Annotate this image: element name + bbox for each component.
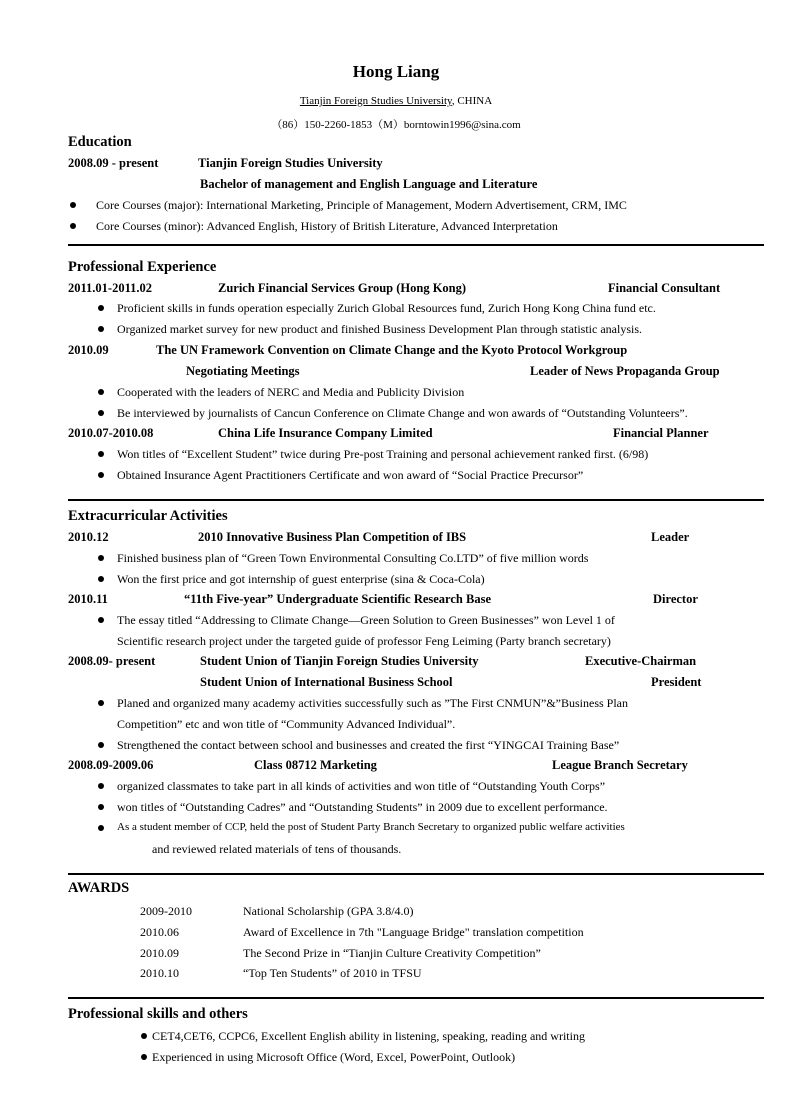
activity-org: Student Union of Tianjin Foreign Studies University [200,654,479,668]
activity-bullet: Won the first price and got internship of guest enterprise (sina & Coca-Cola) [117,572,485,586]
job-bullet: Be interviewed by journalists of Cancun Conference on Climate Change and won awards of “Outstanding Volunteers”. [117,406,688,420]
skill-bullet: Experienced in using Microsoft Office (Word, Excel, PowerPoint, Outlook) [152,1050,516,1064]
award-text: “Top Ten Students” of 2010 in TFSU [243,966,422,980]
activity-org: Class 08712 Marketing [254,758,377,772]
section-title-awards: AWARDS [68,880,130,896]
activity-date: 2008.09-2009.06 [68,758,154,772]
job-date: 2011.01-2011.02 [68,281,153,295]
award-text: National Scholarship (GPA 3.8/4.0) [243,904,414,918]
skill-bullet: CET4,CET6, CCPC6, Excellent English ability in listening, speaking, reading and writing [152,1029,585,1043]
activity-bullet-continued: and reviewed related materials of tens of thousands. [152,842,402,856]
bullet-icon [98,742,104,748]
activity-bullet: Finished business plan of “Green Town Environmental Consulting Co.LTD” of five million words [117,551,589,565]
bullet-icon [141,1033,147,1039]
section-title-activities: Extracurricular Activities [68,508,228,524]
job-role: Leader of News Propaganda Group [530,364,720,378]
award-date: 2010.10 [140,966,179,980]
bullet-icon [98,472,104,478]
job-bullet: Proficient skills in funds operation especially Zurich Global Resources fund, Zurich Hong Kong China fund etc. [117,301,656,315]
section-divider [68,873,764,875]
education-school: Tianjin Foreign Studies University [198,156,383,170]
job-bullet: Cooperated with the leaders of NERC and Media and Publicity Division [117,385,465,399]
country-text: , CHINA [451,95,493,107]
activity-role: Director [653,592,698,606]
section-divider [68,997,764,999]
bullet-icon [98,617,104,623]
activity-date: 2010.11 [68,592,108,606]
job-bullet: Won titles of “Excellent Student” twice during Pre-post Training and personal achievement ranked first. (6/98) [117,447,649,461]
university-link[interactable]: Tianjin Foreign Studies University [299,95,452,107]
award-date: 2009-2010 [140,904,192,918]
activity-bullet: won titles of “Outstanding Cadres” and “Outstanding Students” in 2009 due to excellent performance. [117,800,608,814]
education-degree: Bachelor of management and English Language and Literature [200,177,538,191]
activity-org: “11th Five-year” Undergraduate Scientific Research Base [184,592,492,606]
affiliation-line [0,95,792,107]
bullet-icon [70,223,76,229]
activity-bullet: The essay titled “Addressing to Climate Change—Green Solution to Green Businesses” won Level 1 of [117,613,615,627]
activity-bullet: Planed and organized many academy activities successfully such as ”The First CNMUN”&”Business Plan [117,696,628,710]
award-text: Award of Excellence in 7th "Language Bridge" translation competition [243,925,584,939]
activity-bullet-continued: Competition” etc and won title of “Community Advanced Individual”. [117,717,456,731]
bullet-icon [98,783,104,789]
bullet-icon [98,555,104,561]
job-org: China Life Insurance Company Limited [218,426,433,440]
bullet-icon [98,700,104,706]
bullet-icon [98,305,104,311]
bullet-icon [98,326,104,332]
job-role: Financial Planner [613,426,709,440]
bullet-icon [70,202,76,208]
job-bullet: Organized market survey for new product and finished Business Development Plan through statistic analysis. [117,322,642,336]
job-date: 2010.07-2010.08 [68,426,154,440]
job-org-line2: Negotiating Meetings [186,364,300,378]
award-text: The Second Prize in “Tianjin Culture Creativity Competition” [243,946,541,960]
bullet-icon [98,825,104,831]
bullet-icon [98,804,104,810]
activity-bullet: Strengthened the contact between school and businesses and created the first “YINGCAI Training Base” [117,738,620,752]
section-title-skills: Professional skills and others [68,1006,248,1022]
award-date: 2010.06 [140,925,179,939]
education-bullet: Core Courses (minor): Advanced English, History of British Literature, Advanced Interpretation [96,219,558,233]
job-role: Financial Consultant [608,281,721,295]
section-divider [68,499,764,501]
section-divider [68,244,764,246]
activity-date: 2008.09- present [68,654,156,668]
activity-bullet: organized classmates to take part in all kinds of activities and won title of “Outstanding Youth Corps” [117,779,606,793]
activity-role: League Branch Secretary [552,758,688,772]
job-bullet: Obtained Insurance Agent Practitioners Certificate and won award of “Social Practice Precursor” [117,468,584,482]
education-bullet: Core Courses (major): International Marketing, Principle of Management, Modern Advertisement, CRM, IMC [96,198,627,212]
bullet-icon [141,1054,147,1060]
activity-bullet: As a student member of CCP, held the post of Student Party Branch Secretary to organized public welfare activities [117,821,625,833]
job-date: 2010.09 [68,343,109,357]
activity-org-line2: Student Union of International Business School [200,675,453,689]
activity-role: Leader [651,530,690,544]
bullet-icon [98,576,104,582]
activity-date: 2010.12 [68,530,109,544]
activity-role-line2: President [651,675,702,689]
section-title-education: Education [68,134,132,150]
activity-bullet-continued: Scientific research project under the targeted guide of professor Feng Leiming (Party branch secretary) [117,634,611,648]
award-date: 2010.09 [140,946,179,960]
job-org: The UN Framework Convention on Climate Change and the Kyoto Protocol Workgroup [156,343,628,357]
activity-org: 2010 Innovative Business Plan Competition of IBS [198,530,467,544]
education-date: 2008.09 - present [68,156,159,170]
job-org: Zurich Financial Services Group (Hong Kong) [218,281,467,295]
bullet-icon [98,410,104,416]
section-title-experience: Professional Experience [68,259,217,275]
bullet-icon [98,451,104,457]
resume-name: Hong Liang [352,62,440,81]
activity-role: Executive-Chairman [585,654,697,668]
contact-line: （86）150-2260-1853（M）borntowin1996@sina.com [271,119,521,131]
bullet-icon [98,389,104,395]
